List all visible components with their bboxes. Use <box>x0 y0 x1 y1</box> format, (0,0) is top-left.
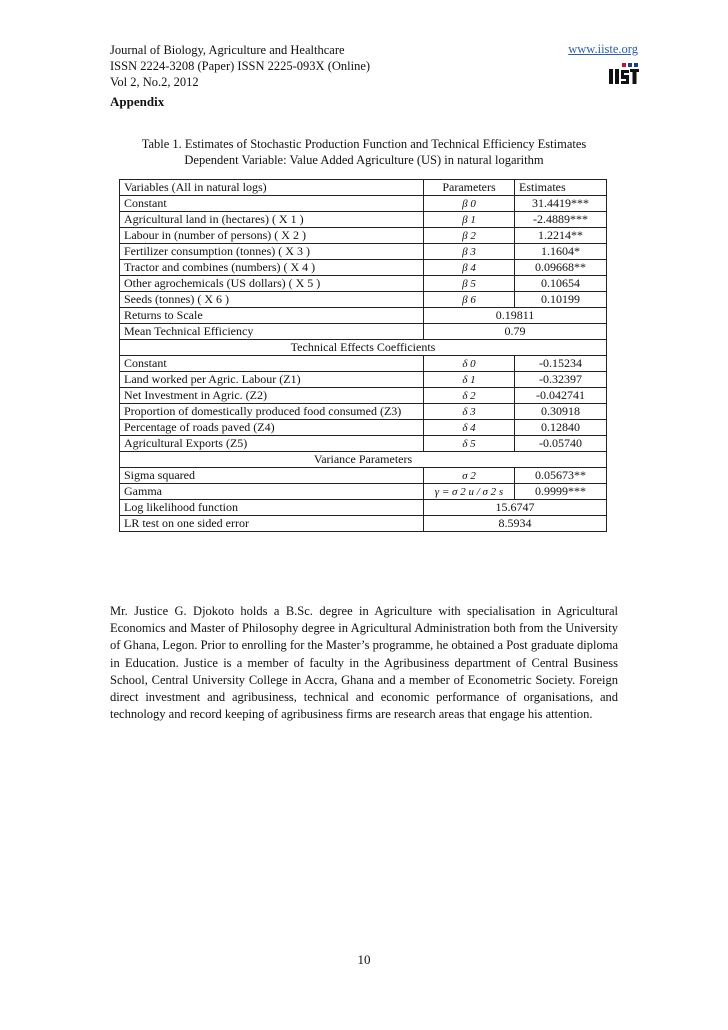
appendix-heading: Appendix <box>110 94 165 109</box>
table-row <box>120 468 607 484</box>
parameter-cell: β 0 <box>424 196 515 212</box>
parameter-cell: β 1 <box>424 212 515 228</box>
mean-te-label: Mean Technical Efficiency <box>120 324 424 340</box>
parameter-cell: δ 5 <box>424 436 515 452</box>
variable-cell: Agricultural land in (hectares) ( X 1 ) <box>120 212 424 228</box>
parameter-cell: β 3 <box>424 244 515 260</box>
table-row <box>120 356 607 372</box>
parameter-cell: β 6 <box>424 292 515 308</box>
estimate-cell: 0.9999*** <box>515 484 607 500</box>
mean-te-row <box>120 324 607 340</box>
journal-title: Journal of Biology, Agriculture and Healthcare <box>110 43 345 57</box>
estimate-cell: -0.15234 <box>515 356 607 372</box>
table-row <box>120 196 607 212</box>
table-row <box>120 260 607 276</box>
page-number: 10 <box>357 952 371 967</box>
variable-cell: Seeds (tonnes) ( X 6 ) <box>120 292 424 308</box>
parameter-cell: σ 2 <box>424 468 515 484</box>
estimate-cell: 0.10199 <box>515 292 607 308</box>
volume-line: Vol 2, No.2, 2012 <box>110 75 199 89</box>
table-row <box>120 244 607 260</box>
table-row <box>120 292 607 308</box>
table-row <box>120 212 607 228</box>
estimate-cell: 1.1604* <box>515 244 607 260</box>
estimate-cell: 0.30918 <box>515 404 607 420</box>
te-section-title: Technical Effects Coefficients <box>120 340 607 356</box>
estimate-cell: -0.042741 <box>515 388 607 404</box>
table-row <box>120 484 607 500</box>
parameter-cell: β 4 <box>424 260 515 276</box>
estimate-cell: -0.32397 <box>515 372 607 388</box>
parameter-cell: δ 3 <box>424 404 515 420</box>
variable-cell: Tractor and combines (numbers) ( X 4 ) <box>120 260 424 276</box>
estimate-cell: 31.4419*** <box>515 196 607 212</box>
variance-section-title: Variance Parameters <box>120 452 607 468</box>
returns-to-scale-value: 0.19811 <box>424 308 607 324</box>
parameter-cell: δ 0 <box>424 356 515 372</box>
table-row <box>120 420 607 436</box>
header-variables: Variables (All in natural logs) <box>120 180 424 196</box>
caption-line-1: Table 1. Estimates of Stochastic Production Function and Technical Efficiency Estimates <box>141 137 587 151</box>
estimate-cell: 0.05673** <box>515 468 607 484</box>
variable-cell: Net Investment in Agric. (Z2) <box>120 388 424 404</box>
table-caption <box>110 136 618 168</box>
returns-to-scale-row <box>120 308 607 324</box>
parameter-cell: β 2 <box>424 228 515 244</box>
variable-cell: Labour in (number of persons) ( X 2 ) <box>120 228 424 244</box>
caption-line-2: Dependent Variable: Value Added Agriculture (US) in natural logarithm <box>184 153 544 167</box>
table-row <box>120 276 607 292</box>
variable-cell: Gamma <box>120 484 424 500</box>
estimates-table <box>119 179 607 532</box>
returns-to-scale-label: Returns to Scale <box>120 308 424 324</box>
table-row <box>120 228 607 244</box>
header-parameters: Parameters <box>424 180 515 196</box>
variable-cell: Sigma squared <box>120 468 424 484</box>
variable-cell: Constant <box>120 356 424 372</box>
lr-test-row <box>120 516 607 532</box>
table-row <box>120 436 607 452</box>
parameter-cell: δ 1 <box>424 372 515 388</box>
parameter-cell: γ = σ 2 u / σ 2 s <box>424 484 515 500</box>
header-estimates: Estimates <box>515 180 607 196</box>
variable-cell: Constant <box>120 196 424 212</box>
issn-line: ISSN 2224-3208 (Paper) ISSN 2225-093X (Online) <box>110 59 371 73</box>
variable-cell: Agricultural Exports (Z5) <box>120 436 424 452</box>
variance-section-row <box>120 452 607 468</box>
variable-cell: Percentage of roads paved (Z4) <box>120 420 424 436</box>
parameter-cell: β 5 <box>424 276 515 292</box>
iiste-logo <box>608 62 640 86</box>
estimate-cell: 1.2214** <box>515 228 607 244</box>
journal-url-link[interactable]: www.iiste.org <box>568 42 638 56</box>
table-row <box>120 404 607 420</box>
journal-header <box>110 42 370 90</box>
loglik-value: 15.6747 <box>424 500 607 516</box>
author-bio: Mr. Justice G. Djokoto holds a B.Sc. degree in Agriculture with specialisation in Agricultural Economics and Master of Philosophy degree in Agricultural Administration both from the University of Ghana, Legon. Prior to enrolling for the Master’s programme, he obtained a Post graduate diploma in Education. Justice is a member of faculty in the Agribusiness department of Central Business School, Central University College in Accra, Ghana and a member of Econometric Society. Foreign direct investment and agribusiness, technical and economic performance of organisations, and technology and record keeping of agribusiness firms are research areas that engage his attention. <box>110 604 618 722</box>
parameter-cell: δ 4 <box>424 420 515 436</box>
table-row <box>120 372 607 388</box>
loglik-label: Log likelihood function <box>120 500 424 516</box>
estimate-cell: 0.12840 <box>515 420 607 436</box>
te-section-row <box>120 340 607 356</box>
lr-test-label: LR test on one sided error <box>120 516 424 532</box>
estimate-cell: 0.09668** <box>515 260 607 276</box>
variable-cell: Land worked per Agric. Labour (Z1) <box>120 372 424 388</box>
mean-te-value: 0.79 <box>424 324 607 340</box>
variable-cell: Proportion of domestically produced food consumed (Z3) <box>120 404 424 420</box>
variable-cell: Fertilizer consumption (tonnes) ( X 3 ) <box>120 244 424 260</box>
table-header-row <box>120 180 607 196</box>
table-row <box>120 388 607 404</box>
lr-test-value: 8.5934 <box>424 516 607 532</box>
loglik-row <box>120 500 607 516</box>
estimate-cell: -0.05740 <box>515 436 607 452</box>
estimate-cell: 0.10654 <box>515 276 607 292</box>
parameter-cell: δ 2 <box>424 388 515 404</box>
estimate-cell: -2.4889*** <box>515 212 607 228</box>
variable-cell: Other agrochemicals (US dollars) ( X 5 ) <box>120 276 424 292</box>
